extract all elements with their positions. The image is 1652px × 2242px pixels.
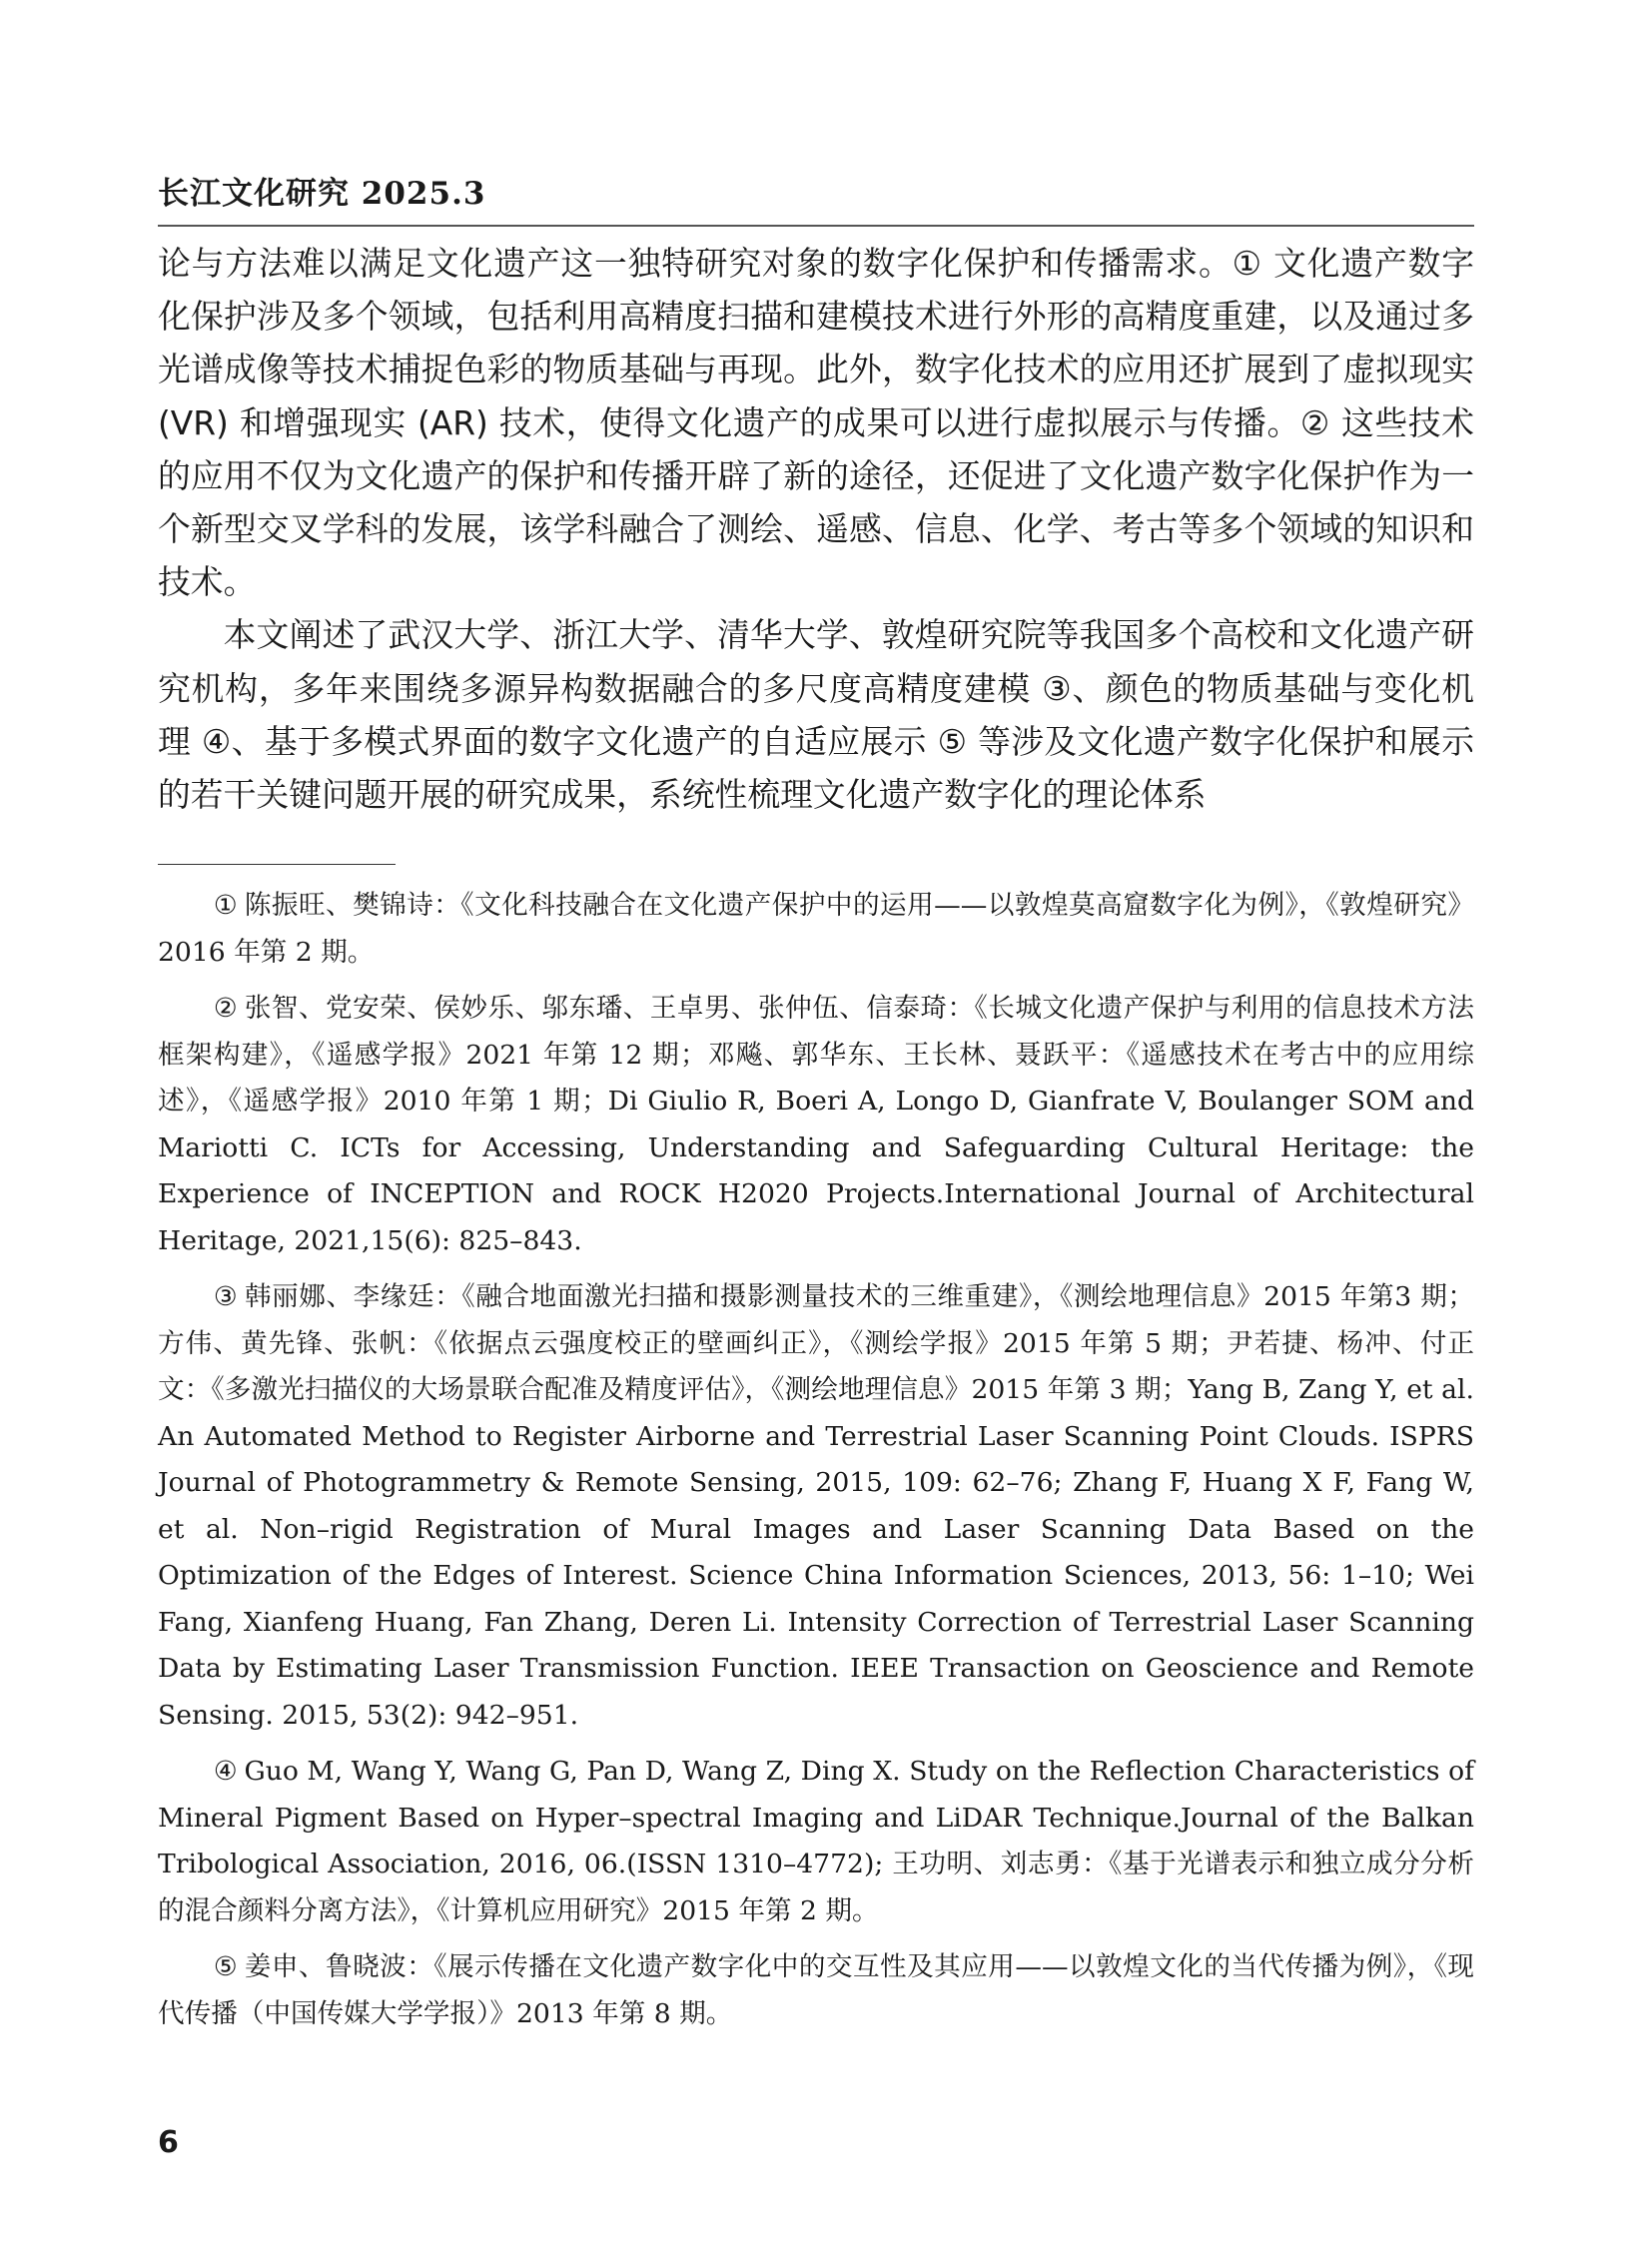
running-head: 长江文化研究 2025.3 bbox=[158, 176, 486, 212]
footnote-1 bbox=[158, 883, 1474, 976]
footnote-2 bbox=[158, 986, 1474, 1264]
body-paragraph-1: 论与方法难以满足文化遗产这一独特研究对象的数字化保护和传播需求。① 文化遗产数字化保护涉及多个领域，包括利用高精度扫描和建模技术进行外形的高精度重建，以及通过多光谱成像等技术捕捉色彩的物质基础与再现。此外，数字化技术的应用还扩展到了虚拟现实 (VR) 和增强现实 (AR) 技术，使得文化遗产的成果可以进行虚拟展示与传播。② 这些技术的应用不仅为文化遗产的保护和传播开辟了新的途径，还促进了文化遗产数字化保护作为一个新型交叉学科的发展，该学科融合了测绘、遥感、信息、化学、考古等多个领域的知识和技术。 bbox=[158, 245, 1474, 602]
footnote-text: 陈振旺、樊锦诗：《文化科技融合在文化遗产保护中的运用——以敦煌莫高窟数字化为例》，《敦煌研究》2016 年第 2 期。 bbox=[158, 890, 1474, 968]
footnote-mark: ⑤ bbox=[213, 1951, 239, 1982]
header-rule bbox=[158, 225, 1474, 227]
footnote-4 bbox=[158, 1749, 1474, 1934]
footnote-separator bbox=[158, 864, 396, 865]
body-paragraph-2: 本文阐述了武汉大学、浙江大学、清华大学、敦煌研究院等我国多个高校和文化遗产研究机构，多年来围绕多源异构数据融合的多尺度高精度建模 ③、颜色的物质基础与变化机理 ④、基于多模式界面的数字文化遗产的自适应展示 ⑤ 等涉及文化遗产数字化保护和展示的若干关键问题开展的研究成果，系统性梳理文化遗产数字化的理论体系 bbox=[158, 616, 1474, 815]
footnote-text: 韩丽娜、李缘廷：《融合地面激光扫描和摄影测量技术的三维重建》，《测绘地理信息》2015 年第3 期；方伟、黄先锋、张帆：《依据点云强度校正的壁画纠正》，《测绘学报》2015 年第 5 期；尹若捷、杨冲、付正文：《多激光扫描仪的大场景联合配准及精度评估》，《测绘地理信息》2015 年第 3 期；Yang B, Zang Y, et al. An Automated Method to Register Airborne and Terrestrial Laser Scanning Point Clouds. ISPRS Journal of Photogrammetry & Remote Sensing, 2015, 109: 62–76; Zhang F, Huang X F, Fang W, et al. Non–rigid Registration of Mural Images and Laser Scanning Data Based on the Optimization of the Edges of Interest. Science China Information Sciences, 2013, 56: 1–10; Wei Fang, Xianfeng Huang, Fan Zhang, Deren Li. Intensity Correction of Terrestrial Laser Scanning Data by Estimating Laser Transmission Function. IEEE Transaction on Geoscience and Remote Sensing. 2015, 53(2): 942–951. bbox=[158, 1281, 1474, 1731]
footnote-mark: ④ bbox=[213, 1756, 238, 1787]
footnote-3 bbox=[158, 1274, 1474, 1739]
footnote-text: Guo M, Wang Y, Wang G, Pan D, Wang Z, Ding X. Study on the Reflection Characteristics of Mineral Pigment Based on Hyper–spectral Imaging and LiDAR Technique.Journal of the Balkan Tribological Association, 2016, 06.(ISSN 1310–4772); 王功明、刘志勇：《基于光谱表示和独立成分分析的混合颜料分离方法》，《计算机应用研究》2015 年第 2 期。 bbox=[158, 1756, 1474, 1926]
main-body-text bbox=[158, 238, 1474, 822]
footnote-mark: ③ bbox=[213, 1281, 239, 1312]
footnote-text: 张智、党安荣、侯妙乐、邬东璠、王卓男、张仲伍、信泰琦：《长城文化遗产保护与利用的信息技术方法框架构建》，《遥感学报》2021 年第 12 期；邓飚、郭华东、王长林、聂跃平：《遥感技术在考古中的应用综述》，《遥感学报》2010 年第 1 期；Di Giulio R, Boeri A, Longo D, Gianfrate V, Boulanger SOM and Mariotti C. ICTs for Accessing, Understanding and Safeguarding Cultural Heritage: the Experience of INCEPTION and ROCK H2020 Projects.International Journal of Architectural Heritage, 2021,15(6): 825–843. bbox=[158, 993, 1474, 1256]
footnote-5 bbox=[158, 1944, 1474, 2037]
footnote-mark: ② bbox=[213, 993, 239, 1024]
footnotes bbox=[158, 883, 1474, 2047]
footnote-mark: ① bbox=[213, 890, 239, 921]
footnote-text: 姜申、鲁晓波：《展示传播在文化遗产数字化中的交互性及其应用——以敦煌文化的当代传播为例》，《现代传播（中国传媒大学学报）》2013 年第 8 期。 bbox=[158, 1951, 1474, 2029]
page-number: 6 bbox=[158, 2125, 179, 2160]
